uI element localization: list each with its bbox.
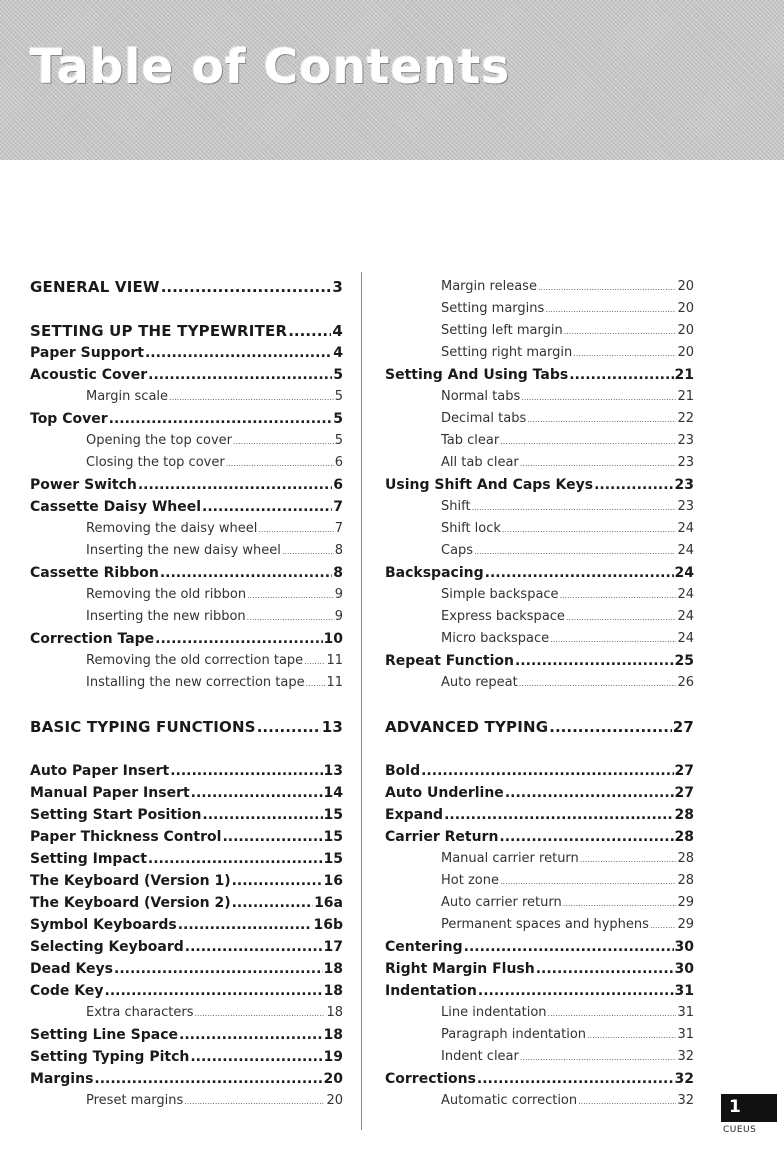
- toc-entry[interactable]: Corrections ..... 32: [385, 1068, 694, 1090]
- toc-subentry[interactable]: Shift lock ..... 24: [385, 518, 694, 540]
- toc-entry[interactable]: Dead Keys ..... 18: [30, 958, 343, 980]
- toc-subentry[interactable]: Margin release ..... 20: [385, 276, 694, 298]
- toc-entry[interactable]: Backspacing ..... 24: [385, 562, 694, 584]
- toc-section[interactable]: SETTING UP THE TYPEWRITER ..... 4: [30, 320, 343, 342]
- toc-section[interactable]: ADVANCED TYPING ..... 27: [385, 716, 694, 738]
- toc-entry[interactable]: Carrier Return ..... 28: [385, 826, 694, 848]
- toc-subentry[interactable]: Permanent spaces and hyphens ..... 29: [385, 914, 694, 936]
- toc-subentry[interactable]: Removing the old correction tape ..... 11: [30, 650, 343, 672]
- toc-entry[interactable]: Acoustic Cover ..... 5: [30, 364, 343, 386]
- toc-subentry[interactable]: Simple backspace ..... 24: [385, 584, 694, 606]
- toc-subentry[interactable]: All tab clear ..... 23: [385, 452, 694, 474]
- chapter-tab-number: 1: [729, 1097, 741, 1117]
- toc-subentry[interactable]: Inserting the new daisy wheel ..... 8: [30, 540, 343, 562]
- toc-subentry[interactable]: Auto carrier return ..... 29: [385, 892, 694, 914]
- toc-subentry[interactable]: Manual carrier return ..... 28: [385, 848, 694, 870]
- toc-entry[interactable]: Right Margin Flush ..... 30: [385, 958, 694, 980]
- toc-subentry[interactable]: Installing the new correction tape ..... 11: [30, 672, 343, 694]
- toc-subentry[interactable]: Shift ..... 23: [385, 496, 694, 518]
- toc-subentry[interactable]: Inserting the new ribbon ..... 9: [30, 606, 343, 628]
- page-title: Table of Contents: [30, 40, 511, 95]
- toc-subentry[interactable]: Indent clear ..... 32: [385, 1046, 694, 1068]
- toc-right-column: [385, 276, 694, 1112]
- toc-entry[interactable]: Setting Start Position ..... 15: [30, 804, 343, 826]
- toc-subentry[interactable]: Line indentation ..... 31: [385, 1002, 694, 1024]
- toc-entry[interactable]: Selecting Keyboard ..... 17: [30, 936, 343, 958]
- toc-subentry[interactable]: Auto repeat ..... 26: [385, 672, 694, 694]
- toc-subentry[interactable]: Extra characters ..... 18: [30, 1002, 343, 1024]
- toc-entry[interactable]: Paper Thickness Control ..... 15: [30, 826, 343, 848]
- toc-subentry[interactable]: Caps ..... 24: [385, 540, 694, 562]
- toc-entry[interactable]: Manual Paper Insert ..... 14: [30, 782, 343, 804]
- header-banner: [0, 0, 784, 160]
- toc-subentry[interactable]: Preset margins ..... 20: [30, 1090, 343, 1112]
- toc-subentry[interactable]: Express backspace ..... 24: [385, 606, 694, 628]
- toc-subentry[interactable]: Setting right margin ..... 20: [385, 342, 694, 364]
- toc-entry[interactable]: Using Shift And Caps Keys ..... 23: [385, 474, 694, 496]
- toc-subentry[interactable]: Closing the top cover ..... 6: [30, 452, 343, 474]
- toc-entry[interactable]: Cassette Ribbon ..... 8: [30, 562, 343, 584]
- toc-entry[interactable]: Centering ..... 30: [385, 936, 694, 958]
- toc-subentry[interactable]: Removing the old ribbon ..... 9: [30, 584, 343, 606]
- toc-subentry[interactable]: Automatic correction ..... 32: [385, 1090, 694, 1112]
- toc-subentry[interactable]: Setting margins ..... 20: [385, 298, 694, 320]
- toc-entry[interactable]: Repeat Function ..... 25: [385, 650, 694, 672]
- toc-entry[interactable]: The Keyboard (Version 2) ..... 16a: [30, 892, 343, 914]
- column-divider: [361, 272, 362, 1130]
- toc-entry[interactable]: Auto Underline ..... 27: [385, 782, 694, 804]
- toc-section[interactable]: BASIC TYPING FUNCTIONS ..... 13: [30, 716, 343, 738]
- toc-entry[interactable]: Auto Paper Insert ..... 13: [30, 760, 343, 782]
- toc-entry[interactable]: The Keyboard (Version 1) ..... 16: [30, 870, 343, 892]
- toc-entry[interactable]: Setting Typing Pitch ..... 19: [30, 1046, 343, 1068]
- toc-subentry[interactable]: Micro backspace ..... 24: [385, 628, 694, 650]
- toc-entry[interactable]: Setting Line Space ..... 18: [30, 1024, 343, 1046]
- toc-entry[interactable]: Correction Tape ..... 10: [30, 628, 343, 650]
- toc-entry[interactable]: Cassette Daisy Wheel ..... 7: [30, 496, 343, 518]
- toc-entry[interactable]: Symbol Keyboards ..... 16b: [30, 914, 343, 936]
- toc-subentry[interactable]: Tab clear ..... 23: [385, 430, 694, 452]
- toc-subentry[interactable]: Removing the daisy wheel ..... 7: [30, 518, 343, 540]
- toc-entry[interactable]: Setting Impact ..... 15: [30, 848, 343, 870]
- toc-subentry[interactable]: Margin scale ..... 5: [30, 386, 343, 408]
- toc-entry[interactable]: Expand ..... 28: [385, 804, 694, 826]
- toc-entry[interactable]: Bold ..... 27: [385, 760, 694, 782]
- toc-subentry[interactable]: Setting left margin ..... 20: [385, 320, 694, 342]
- toc-subentry[interactable]: Decimal tabs ..... 22: [385, 408, 694, 430]
- footer-code: CUEUS: [723, 1125, 757, 1135]
- toc-section[interactable]: GENERAL VIEW ..... 3: [30, 276, 343, 298]
- toc-entry[interactable]: Power Switch ..... 6: [30, 474, 343, 496]
- toc-subentry[interactable]: Opening the top cover ..... 5: [30, 430, 343, 452]
- toc-entry[interactable]: Margins ..... 20: [30, 1068, 343, 1090]
- toc-entry[interactable]: Top Cover ..... 5: [30, 408, 343, 430]
- toc-subentry[interactable]: Normal tabs ..... 21: [385, 386, 694, 408]
- toc-subentry[interactable]: Hot zone ..... 28: [385, 870, 694, 892]
- toc-entry[interactable]: Indentation ..... 31: [385, 980, 694, 1002]
- toc-subentry[interactable]: Paragraph indentation ..... 31: [385, 1024, 694, 1046]
- toc-entry[interactable]: Paper Support ..... 4: [30, 342, 343, 364]
- toc-entry[interactable]: Setting And Using Tabs ..... 21: [385, 364, 694, 386]
- toc-entry[interactable]: Code Key ..... 18: [30, 980, 343, 1002]
- toc-left-column: [30, 276, 343, 1112]
